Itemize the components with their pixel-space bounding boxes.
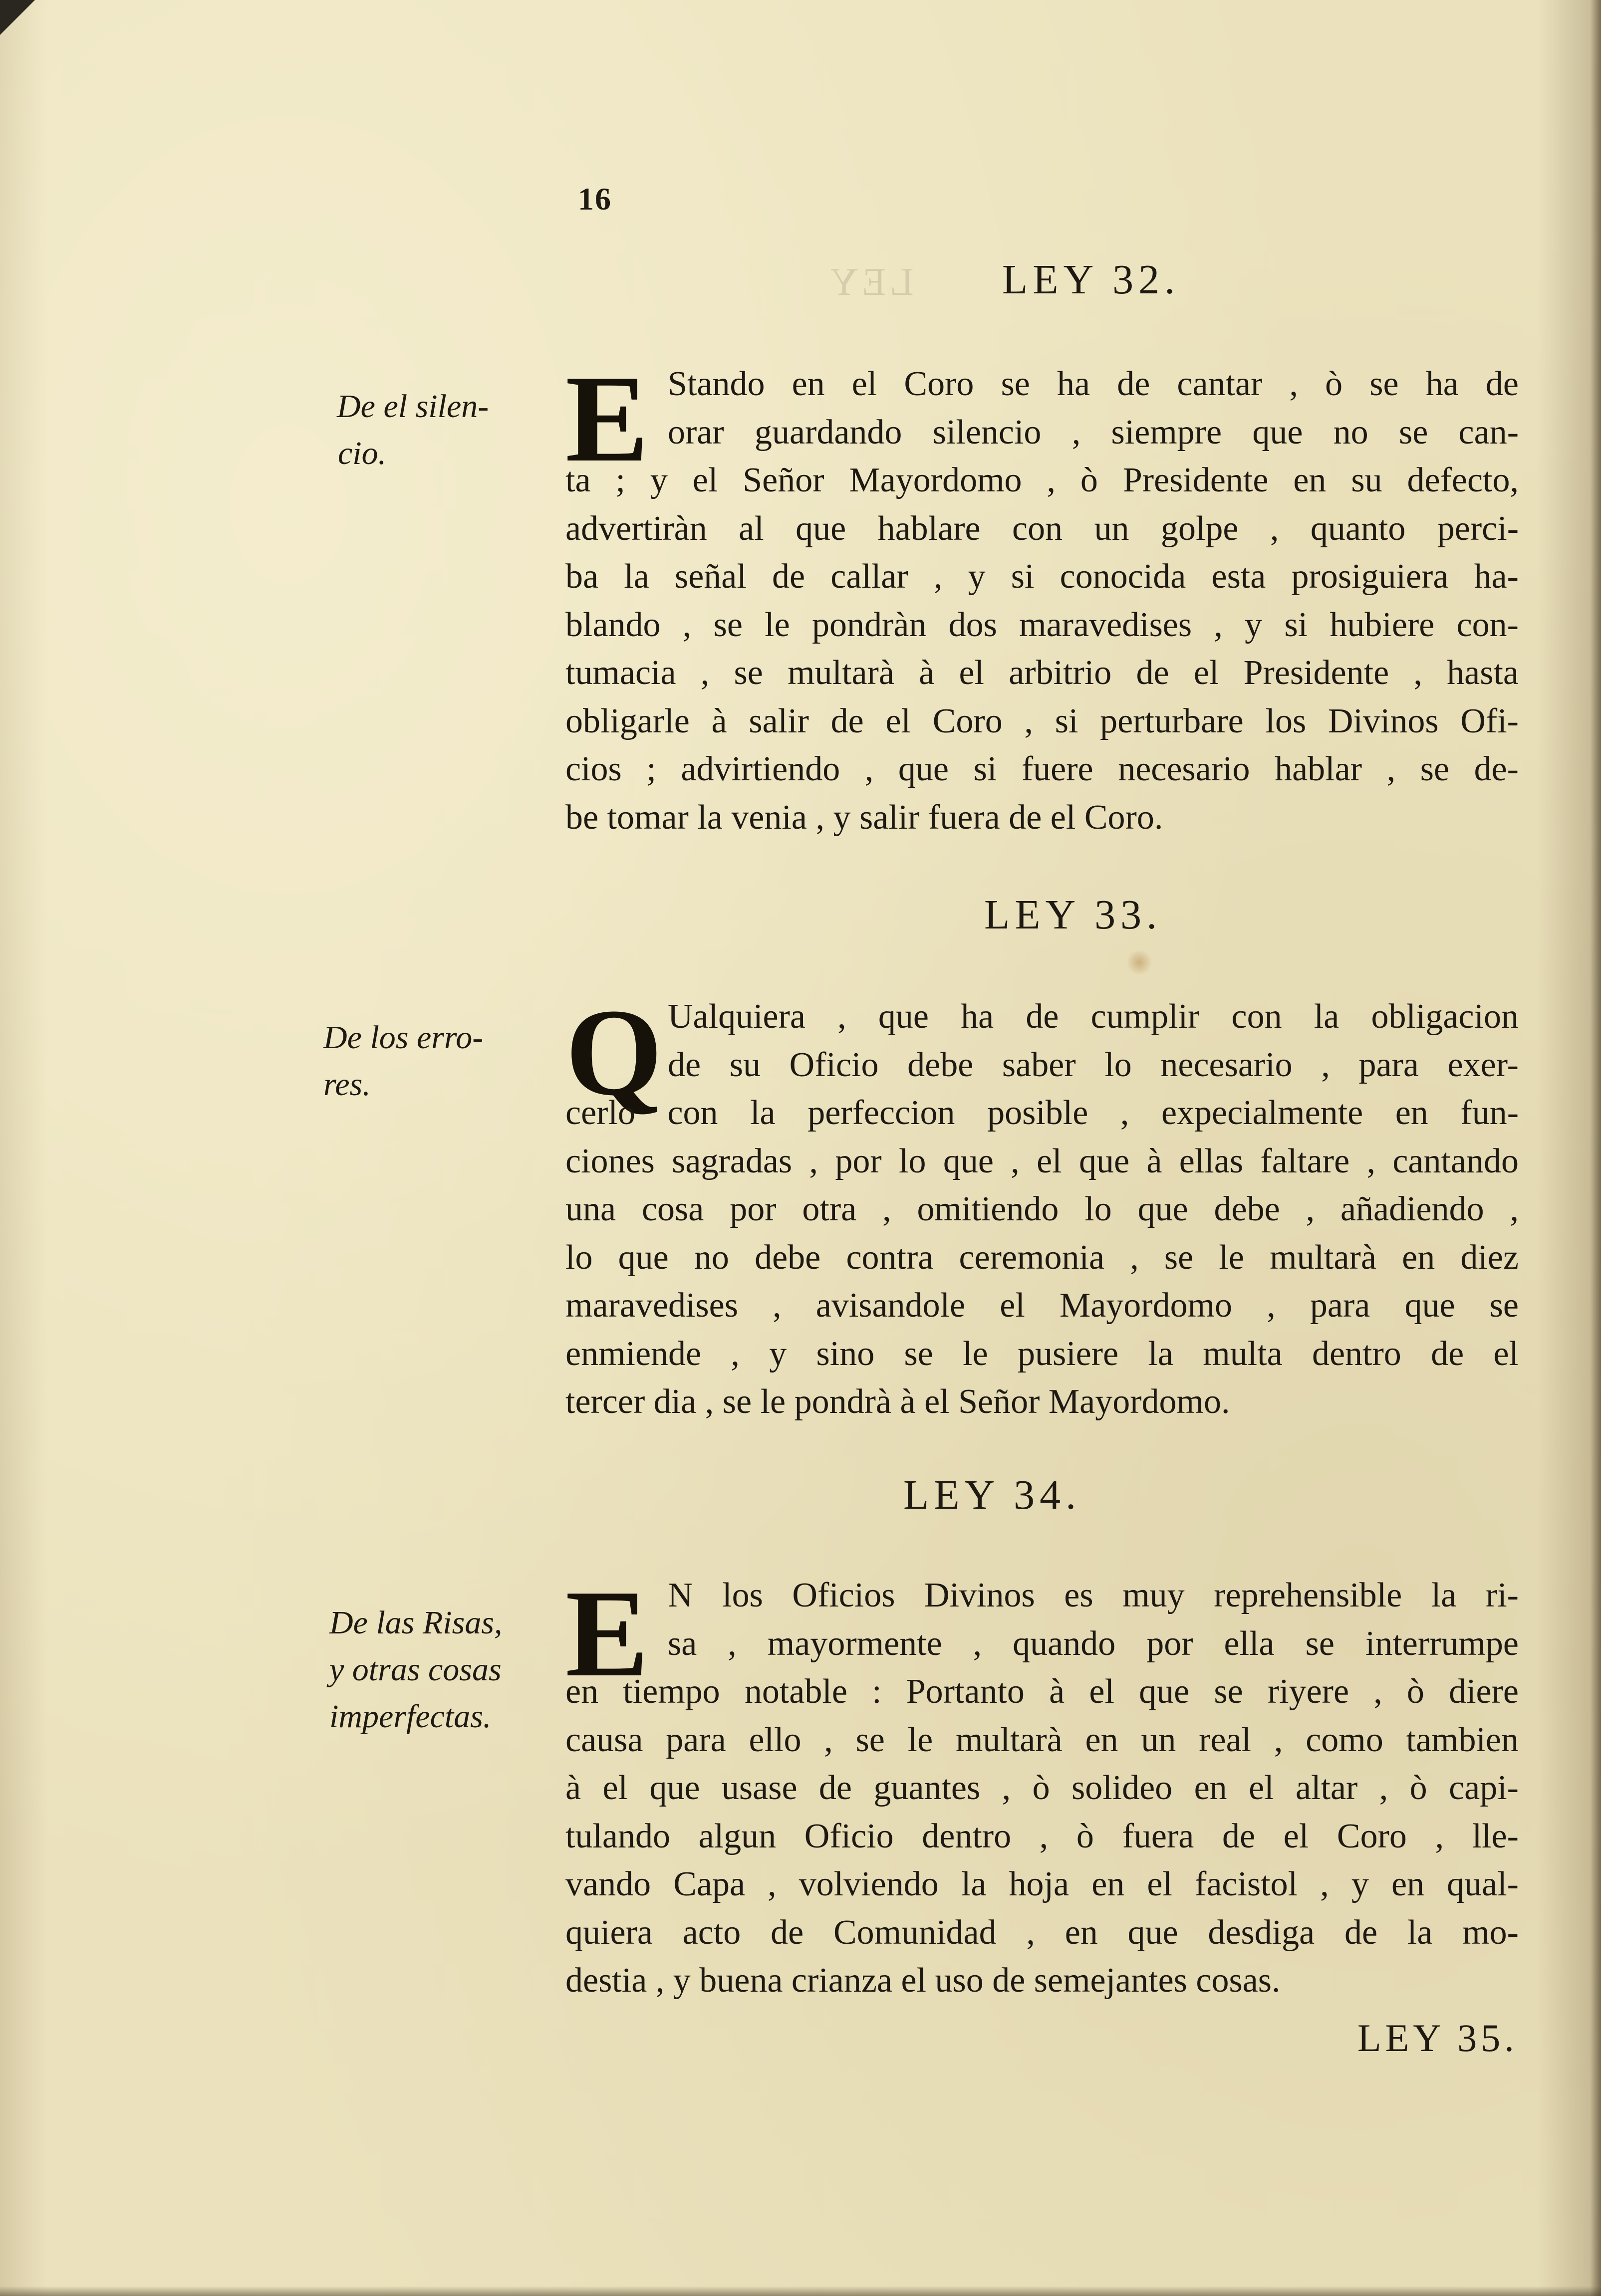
margin-note-line: De los erro-	[323, 1019, 484, 1056]
body-line: ta ; y el Señor Mayordomo , ò Presidente en su defecto,	[565, 461, 1519, 499]
body-line: cerlo con la perfeccion posible , expecialmente en fun-	[565, 1094, 1519, 1132]
body-line: blando , se le pondràn dos maravedises , y si hubiere con-	[565, 605, 1519, 644]
margin-note-line: De el silen-	[337, 388, 489, 425]
margin-note-32	[337, 383, 489, 477]
body-line: en tiempo notable : Portanto à el que se riyere , ò diere	[565, 1672, 1519, 1711]
law-body-32	[565, 360, 1519, 842]
body-line: N los Oficios Divinos es muy reprehensible la ri-	[668, 1576, 1519, 1614]
body-line: causa para ello , se le multarà en un real , como tambien	[565, 1720, 1519, 1759]
body-line: Stando en el Coro se ha de cantar , ò se ha de	[668, 365, 1519, 403]
body-line: à el que usase de guantes , ò solideo en el altar , ò capi-	[565, 1769, 1519, 1807]
margin-note-line: res.	[323, 1066, 371, 1103]
body-line: tulando algun Oficio dentro , ò fuera de el Coro , lle-	[565, 1817, 1519, 1855]
law-heading-32: LEY 32.	[1002, 256, 1180, 303]
body-line: Ualquiera , que ha de cumplir con la obligacion	[668, 997, 1519, 1036]
body-line: be tomar la venia , y salir fuera de el Coro.	[565, 798, 1163, 837]
bleed-through-text: LEY	[826, 260, 914, 303]
law-body-34	[565, 1565, 1519, 2005]
body-line: destia , y buena crianza el uso de semejantes cosas.	[565, 1961, 1281, 2000]
law-body-33	[565, 993, 1519, 1426]
body-line: ciones sagradas , por lo que , el que à ellas faltare , cantando	[565, 1142, 1519, 1180]
margin-note-line: y otras cosas	[329, 1651, 502, 1688]
page-corner-shadow	[0, 0, 35, 35]
body-line: advertiràn al que hablare con un golpe , quanto perci-	[565, 509, 1519, 548]
law-heading-33: LEY 33.	[984, 892, 1162, 938]
body-line: tercer dia , se le pondrà à el Señor Mayordomo.	[565, 1382, 1230, 1421]
margin-note-line: De las Risas,	[329, 1605, 503, 1641]
body-line: vando Capa , volviendo la hoja en el facistol , y en qual-	[565, 1865, 1519, 1903]
body-line: tumacia , se multarà à el arbitrio de el Presidente , hasta	[565, 654, 1519, 692]
margin-note-line: cio.	[338, 435, 387, 471]
drop-cap-e: E	[565, 350, 649, 488]
page-edge-bottom	[0, 2286, 1601, 2296]
catchword: LEY 35.	[1357, 2016, 1518, 2060]
margin-note-34	[329, 1600, 503, 1740]
page-edge-right	[1590, 0, 1601, 2296]
body-line: quiera acto de Comunidad , en que desdiga de la mo-	[565, 1913, 1519, 1952]
body-line: sa , mayormente , quando por ella se interrumpe	[668, 1624, 1519, 1663]
body-line: una cosa por otra , omitiendo lo que debe , añadiendo ,	[565, 1190, 1519, 1228]
drop-cap-e: E	[565, 1565, 649, 1703]
body-line: lo que no debe contra ceremonia , se le multarà en diez	[565, 1238, 1519, 1277]
body-line: ba la señal de callar , y si conocida esta prosiguiera ha-	[565, 557, 1519, 596]
paper-stain	[1125, 950, 1153, 974]
margin-note-line: imperfectas.	[329, 1698, 492, 1735]
page-number: 16	[578, 181, 612, 217]
body-line: obligarle à salir de el Coro , si perturbare los Divinos Ofi-	[565, 701, 1519, 740]
body-line: orar guardando silencio , siempre que no se can-	[668, 413, 1519, 452]
law-heading-34: LEY 34.	[903, 1472, 1081, 1518]
margin-note-33	[323, 1014, 483, 1108]
body-line: enmiende , y sino se le pusiere la multa dentro de el	[565, 1334, 1519, 1373]
body-line: de su Oficio debe saber lo necesario , para exer-	[668, 1045, 1519, 1084]
body-line: maravedises , avisandole el Mayordomo , para que se	[565, 1286, 1519, 1325]
drop-cap-q: Q	[565, 983, 663, 1122]
body-line: cios ; advirtiendo , que si fuere necesario hablar , se de-	[565, 750, 1519, 788]
